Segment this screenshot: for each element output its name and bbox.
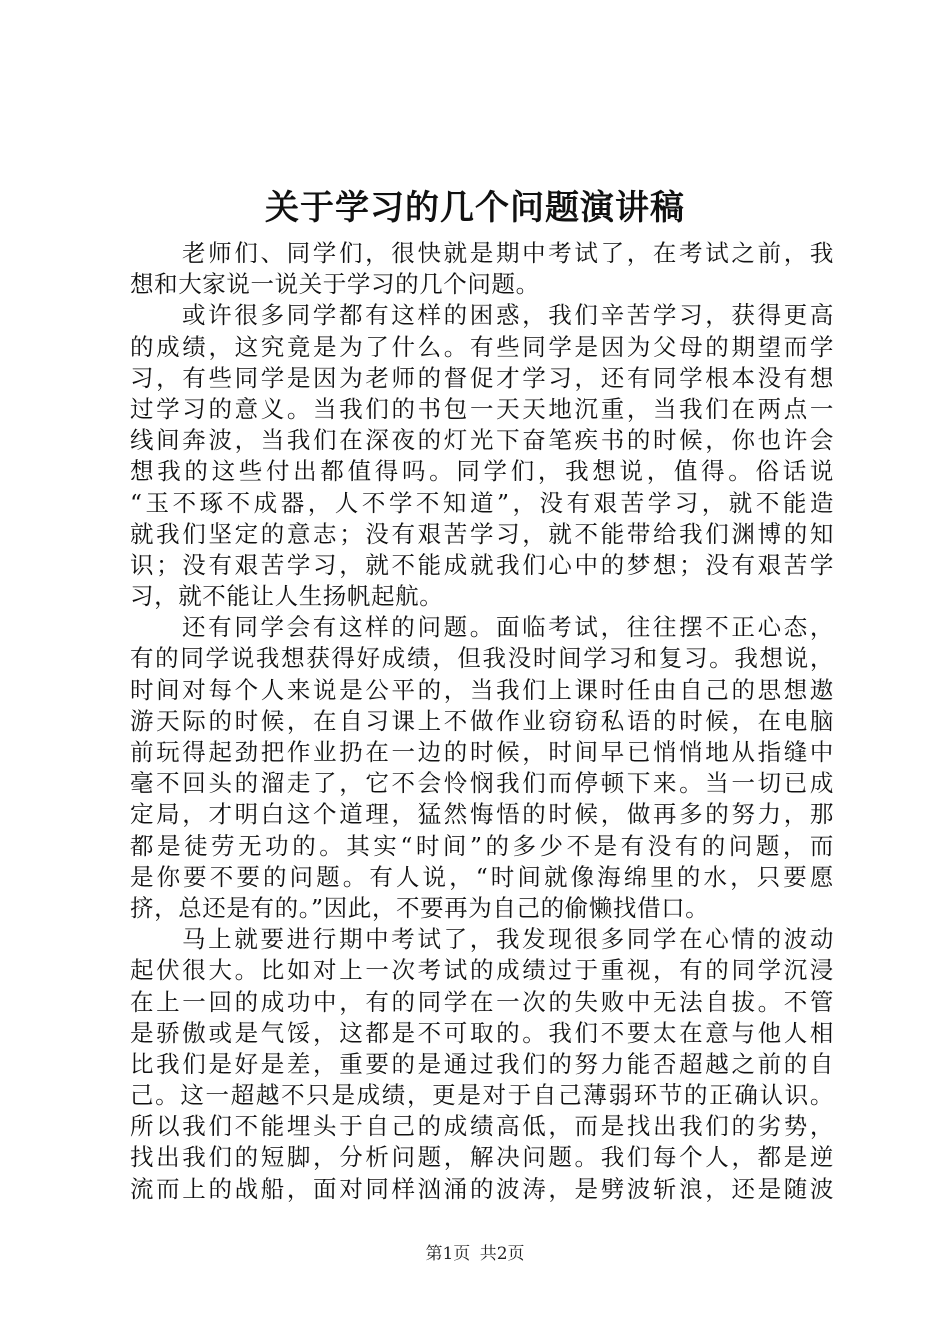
paragraph-3-line-5: 前玩得起劲把作业扔在一边的时候，时间早已悄悄地从指缝中: [130, 738, 834, 766]
paragraph-3-line-3: 时间对每个人来说是公平的，当我们上课时任由自己的思想遨: [130, 675, 834, 704]
paragraph-2-line-5: 线间奔波，当我们在深夜的灯光下奋笔疾书的时候，你也许会: [130, 426, 834, 455]
paragraph-4-line-3: 在上一回的成功中，有的同学在一次的失败中无法自拔。不管: [130, 987, 834, 1016]
paragraph-2-line-2: 的成绩，这究竟是为了什么。有些同学是因为父母的期望而学: [130, 332, 834, 361]
paragraph-2-line-9: 识；没有艰苦学习，就不能成就我们心中的梦想；没有艰苦学: [130, 550, 834, 579]
paragraph-4-line-7: 所以我们不能埋头于自己的成绩高低，而是找出我们的劣势，: [130, 1112, 834, 1141]
paragraph-4-line-9: 流而上的战船，面对同样汹涌的波涛，是劈波斩浪，还是随波: [130, 1174, 834, 1203]
paragraph-1-line-2: 想和大家说一说关于学习的几个问题。: [130, 270, 540, 299]
paragraph-3-line-8: 都是徒劳无功的。其实“时间”的多少不是有没有的问题，而: [130, 831, 834, 860]
paragraph-1-line-1: 老师们、同学们，很快就是期中考试了，在考试之前，我: [182, 239, 834, 267]
paragraph-4-line-2: 起伏很大。比如对上一次考试的成绩过于重视，有的同学沉浸: [130, 956, 834, 985]
paragraph-4-line-4: 是骄傲或是气馁，这都是不可取的。我们不要太在意与他人相: [130, 1018, 834, 1047]
paragraph-3-line-10: 挤，总还是有的。”因此，不要再为自己的偷懒找借口。: [130, 893, 710, 922]
paragraph-2-line-10: 习，就不能让人生扬帆起航。: [130, 582, 444, 611]
paragraph-3-line-7: 定局，才明白这个道理，猛然悔悟的时候，做再多的努力，那: [130, 800, 834, 829]
paragraph-4-line-1: 马上就要进行期中考试了，我发现很多同学在心情的波动: [182, 925, 834, 954]
paragraph-2-line-6: 想我的这些付出都值得吗。同学们，我想说，值得。俗话说: [130, 457, 834, 486]
paragraph-3-line-6: 毫不回头的溜走了，它不会怜悯我们而停顿下来。当一切已成: [130, 769, 834, 798]
paragraph-2-line-1: 或许很多同学都有这样的困惑，我们辛苦学习，获得更高: [182, 301, 834, 330]
page-number: 第1页: [425, 1244, 471, 1264]
paragraph-2-line-4: 过学习的意义。当我们的书包一天天地沉重，当我们在两点一: [130, 394, 834, 423]
page-footer: [0, 1242, 950, 1266]
page-total: 共2页: [479, 1244, 525, 1264]
paragraph-2-line-7: “玉不琢不成器，人不学不知道”，没有艰苦学习，就不能造: [130, 488, 834, 517]
paragraph-3-line-1: 还有同学会有这样的问题。面临考试，往往摆不正心态，: [182, 613, 834, 642]
paragraph-3-line-4: 游天际的时候，在自习课上不做作业窃窃私语的时候，在电脑: [130, 706, 834, 735]
paragraph-4-line-5: 比我们是好是差，重要的是通过我们的努力能否超越之前的自: [130, 1049, 834, 1078]
paragraph-2-line-8: 就我们坚定的意志；没有艰苦学习，就不能带给我们渊博的知: [130, 519, 834, 548]
paragraph-4-line-8: 找出我们的短脚，分析问题，解决问题。我们每个人，都是逆: [130, 1143, 834, 1172]
document-title: 关于学习的几个问题演讲稿: [265, 188, 685, 228]
paragraph-3-line-2: 有的同学说我想获得好成绩，但我没时间学习和复习。我想说，: [130, 644, 834, 673]
document-body: [130, 238, 834, 1205]
paragraph-2-line-3: 习，有些同学是因为老师的督促才学习，还有同学根本没有想: [130, 363, 834, 392]
paragraph-4-line-6: 己。这一超越不只是成绩，更是对于自己薄弱环节的正确认识。: [130, 1081, 834, 1110]
paragraph-3-line-9: 是你要不要的问题。有人说，“时间就像海绵里的水，只要愿: [130, 862, 834, 891]
